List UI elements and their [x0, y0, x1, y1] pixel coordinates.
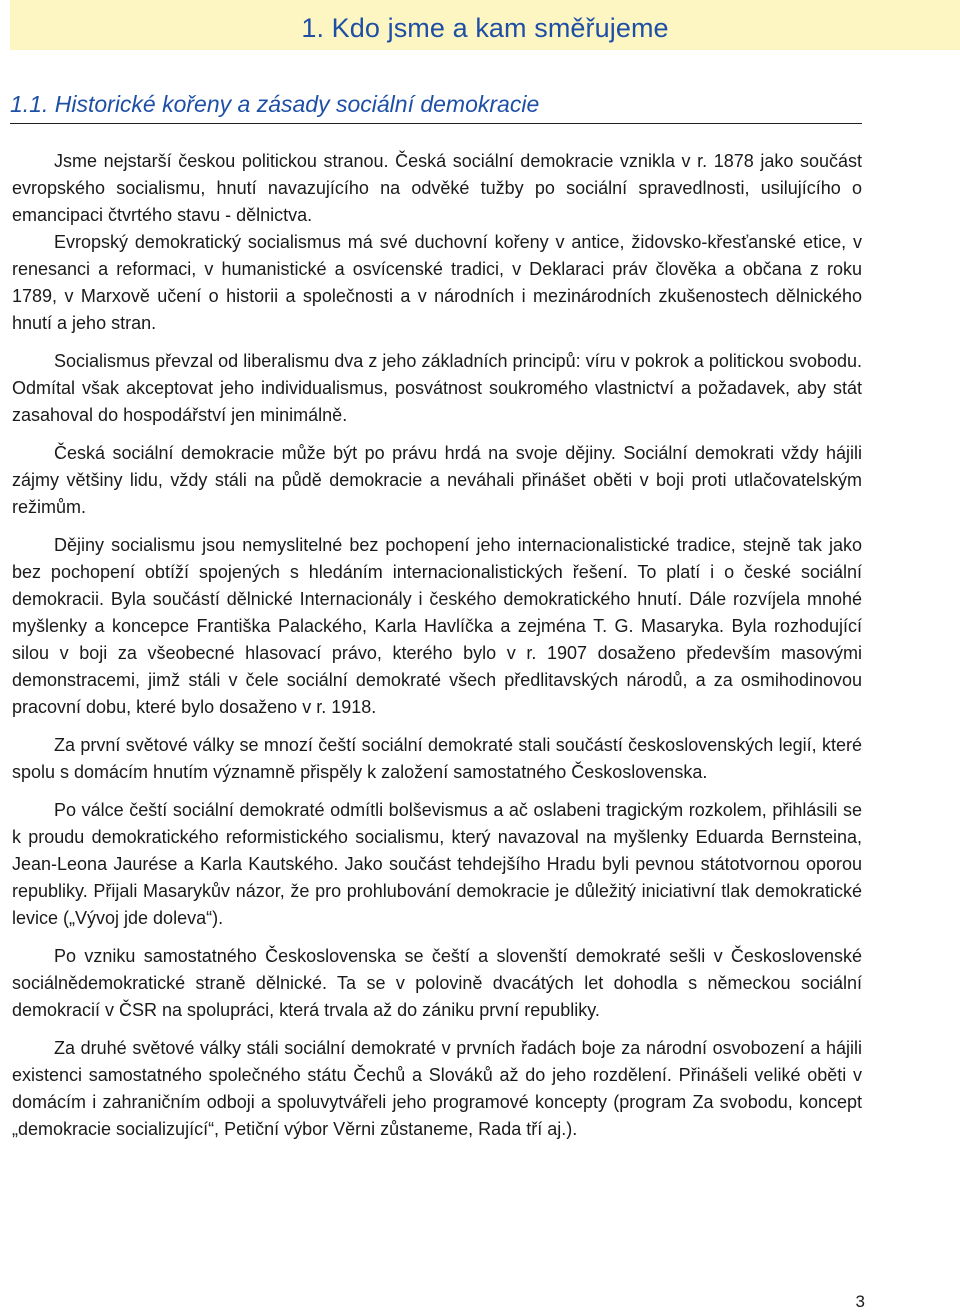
paragraph-world-war-two: Za druhé světové války stáli sociální demokraté v prvních řadách boje za národní osvobození a hájili existenci samostatného společného státu Čechů a Slováků až do jeho rozdělení. Přinášeli veliké oběti v domácím i zahraničním odboji a spoluvytvářeli jeho programové koncepty (program Za svobodu, koncept „demokracie socializující“, Petiční výbor Věrni zůstaneme, Rada tří aj.). [12, 1038, 862, 1139]
section-title: 1.1. Historické kořeny a zásady sociální demokracie [10, 90, 862, 124]
paragraph-czechoslovakia: Po vzniku samostatného Československa se čeští a slovenští demokraté sešli v Československé sociálnědemokratické straně dělnické. Ta se v polovině dvacátých let dohodla s německou sociální demokracií v ČSR na spolupráci, která trvala až do zániku první republiky. [12, 946, 862, 1020]
paragraph-liberalism: Socialismus převzal od liberalismu dva z jeho základních principů: víru v pokrok a politickou svobodu. Odmítal však akceptovat jeho individualismus, posvátnost soukromého vlastnictví a požadavek, aby stát zasahoval do hospodářství jen minimálně. [12, 351, 862, 425]
paragraph-after-war: Po válce čeští sociální demokraté odmítli bolševismus a ač oslabeni tragickým rozkolem, přihlásili se k proudu demokratického reformistického socialismu, který navazoval na myšlenky Eduarda Bernsteina, Jean-Leona Jaurése a Karla Kautského. Jako součást tehdejšího Hradu byli pevnou státotvornou oporou republiky. Přijali Masarykův názor, že pro prohlubování demokracie je důležitý iniciativní tlak demokratické levice („Vývoj jde doleva“). [12, 800, 862, 928]
chapter-title: 1. Kdo jsme a kam směřujeme [301, 13, 669, 43]
body-text [12, 148, 862, 1154]
paragraph-roots: Evropský demokratický socialismus má své duchovní kořeny v antice, židovsko-křesťanské etice, v renesanci a reformaci, v humanistické a osvícenské tradici, v Deklaraci práv člověka a občana z roku 1789, v Marxově učení o historii a společnosti a v národních i mezinárodních zkušenostech dělnického hnutí a jeho stran. [12, 232, 862, 333]
paragraph-internationalism: Dějiny socialismu jsou nemyslitelné bez pochopení jeho internacionalistické tradice, stejně tak jako bez pochopení obtíží spojených s hledáním internacionalistických řešení. To platí i o české sociální demokracii. Byla součástí dělnické Internacionály i českého demokratického hnutí. Dále rozvíjela mnohé myšlenky a koncepce Františka Palackého, Karla Havlíčka a zejména T. G. Masaryka. Byla rozhodující silou v boji za všeobecné hlasovací právo, kterého bylo v r. 1907 dosaženo především masovými demonstracemi, jimž stáli v čele sociální demokraté všech předlitavských národů, a za osmihodinovou pracovní dobu, které bylo dosaženo v r. 1918. [12, 535, 862, 717]
paragraph-history-pride: Česká sociální demokracie může být po právu hrdá na svoje dějiny. Sociální demokrati vždy hájili zájmy většiny lidu, vždy stáli na půdě demokracie a neváhali přinášet oběti v boji proti utlačovatelským režimům. [12, 443, 862, 517]
paragraph-world-war-one: Za první světové války se mnozí čeští sociální demokraté stali součástí československých legií, které spolu s domácím hnutím významně přispěly k založení samostatného Československa. [12, 735, 862, 782]
page-number: 3 [855, 1292, 865, 1311]
paragraph-founding: Jsme nejstarší českou politickou stranou. Česká sociální demokracie vznikla v r. 1878 jako součást evropského socialismu, hnutí navazujícího na odvěké tužby po sociální spravedlnosti, usilujícího o emancipaci čtvrtého stavu - dělnictva. [12, 151, 862, 225]
